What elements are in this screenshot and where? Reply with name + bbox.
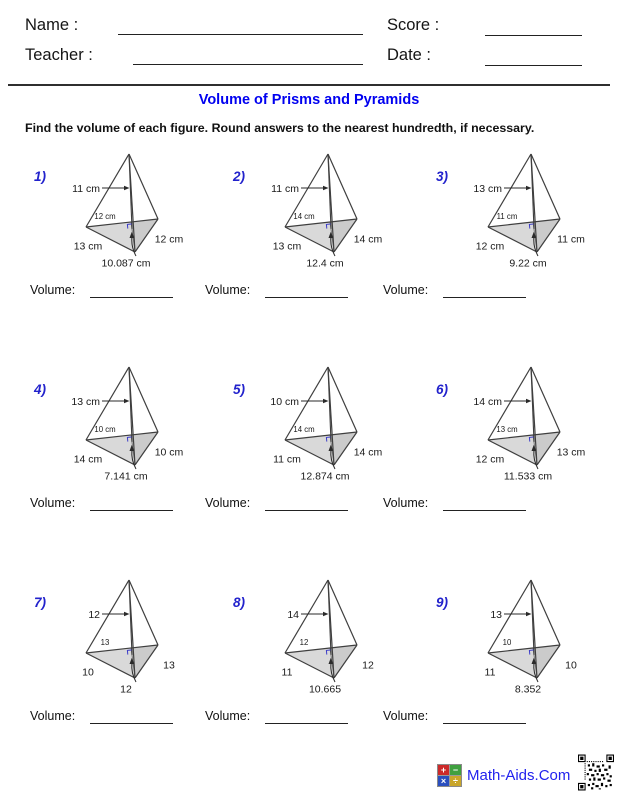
base-height-dimension-label: 12 [120, 683, 132, 696]
volume-answer-row [383, 283, 563, 301]
height-dimension-label: 13 cm [473, 183, 502, 195]
triangular-pyramid-figure [452, 363, 602, 483]
base-left-edge-label: 12 cm [475, 453, 505, 466]
base-left-edge-label: 13 cm [73, 240, 103, 253]
qr-code [578, 754, 614, 791]
height-arrow [102, 186, 130, 191]
volume-label: Volume: [205, 709, 251, 723]
problem-figure-block [34, 150, 200, 270]
base-right-edge-label: 13 [163, 659, 175, 672]
score-label: Score : [387, 16, 440, 34]
base-back-edge-label: 12 [299, 638, 309, 647]
problem-figure-block [436, 150, 602, 270]
problem-figure-block [34, 576, 200, 696]
divide-icon: ÷ [450, 776, 461, 786]
problem-figure-block [233, 576, 399, 696]
volume-label: Volume: [205, 283, 251, 297]
score-blank-line[interactable] [485, 20, 582, 36]
base-height-dimension-label: 8.352 [514, 683, 542, 696]
problem-figure-block [233, 150, 399, 270]
volume-blank-line[interactable] [265, 285, 348, 298]
height-dimension-label: 13 [490, 609, 502, 621]
base-right-edge-label: 10 [565, 659, 577, 672]
volume-label: Volume: [30, 709, 76, 723]
volume-blank-line[interactable] [265, 711, 348, 724]
volume-answer-row [383, 709, 563, 727]
height-arrow [504, 612, 532, 617]
base-height-dimension-label: 10.087 cm [101, 257, 151, 270]
problem-number: 7) [34, 595, 47, 610]
problem-number: 9) [436, 595, 449, 610]
height-dimension-label: 11 cm [271, 183, 299, 195]
base-left-edge-label: 10 [82, 666, 94, 679]
base-back-edge-label: 13 [100, 638, 110, 647]
height-dimension-label: 14 cm [473, 396, 502, 408]
base-right-edge-label: 12 [362, 659, 374, 672]
base-left-edge-label: 14 cm [73, 453, 103, 466]
height-dimension-label: 12 [88, 609, 100, 621]
triangular-pyramid-figure [452, 150, 602, 270]
base-right-edge-label: 13 cm [556, 446, 586, 459]
triangular-pyramid-figure [249, 150, 399, 270]
problem-figure-block [436, 576, 602, 696]
problem-number: 2) [233, 169, 246, 184]
height-arrow [301, 186, 329, 191]
base-left-edge-label: 11 cm [273, 453, 301, 466]
height-arrow [301, 399, 329, 404]
height-arrow [102, 399, 130, 404]
name-label: Name : [25, 16, 79, 34]
triangular-pyramid-figure [249, 576, 399, 696]
volume-answer-row [205, 496, 385, 514]
volume-blank-line[interactable] [90, 285, 173, 298]
base-back-edge-label: 12 cm [94, 212, 116, 221]
height-dimension-label: 14 [287, 609, 299, 621]
volume-blank-line[interactable] [265, 498, 348, 511]
height-arrow [504, 186, 532, 191]
base-height-dimension-label: 12.874 cm [300, 470, 350, 483]
height-dimension-label: 13 cm [71, 396, 100, 408]
problem-figure-block [34, 363, 200, 483]
worksheet-title: Volume of Prisms and Pyramids [198, 92, 420, 108]
problem-number: 6) [436, 382, 449, 397]
base-back-edge-label: 10 [502, 638, 512, 647]
volume-blank-line[interactable] [443, 711, 526, 724]
base-height-dimension-label: 10.665 [308, 683, 342, 696]
base-back-edge-label: 14 cm [293, 425, 315, 434]
height-arrow [102, 612, 130, 617]
triangular-pyramid-figure [50, 363, 200, 483]
volume-label: Volume: [205, 496, 251, 510]
volume-label: Volume: [383, 283, 429, 297]
date-label: Date : [387, 46, 432, 64]
problem-number: 3) [436, 169, 449, 184]
base-height-dimension-label: 7.141 cm [104, 470, 148, 483]
height-dimension-label: 10 cm [270, 396, 299, 408]
volume-answer-row [383, 496, 563, 514]
base-left-edge-label: 12 cm [475, 240, 505, 253]
header-divider [8, 84, 610, 86]
volume-answer-row [30, 283, 210, 301]
triangular-pyramid-figure [50, 576, 200, 696]
triangular-pyramid-figure [452, 576, 602, 696]
problem-number: 8) [233, 595, 246, 610]
volume-answer-row [205, 283, 385, 301]
volume-blank-line[interactable] [443, 285, 526, 298]
volume-blank-line[interactable] [443, 498, 526, 511]
problem-number: 1) [34, 169, 47, 184]
volume-answer-row [30, 709, 210, 727]
problem-figure-block [436, 363, 602, 483]
teacher-blank-line[interactable] [133, 49, 363, 65]
volume-answer-row [205, 709, 385, 727]
height-arrow [301, 612, 329, 617]
height-dimension-label: 11 cm [72, 183, 100, 195]
base-right-edge-label: 12 cm [154, 233, 184, 246]
teacher-label: Teacher : [25, 46, 93, 64]
base-right-edge-label: 14 cm [353, 446, 383, 459]
instructions-text: Find the volume of each figure. Round answers to the nearest hundredth, if necessary. [25, 121, 535, 135]
date-blank-line[interactable] [485, 50, 582, 66]
volume-answer-row [30, 496, 210, 514]
height-arrow [504, 399, 532, 404]
base-left-edge-label: 11 [484, 666, 496, 679]
problem-figure-block [233, 363, 399, 483]
volume-label: Volume: [30, 283, 76, 297]
volume-label: Volume: [383, 496, 429, 510]
base-back-edge-label: 10 cm [94, 425, 116, 434]
plus-icon: + [438, 765, 449, 775]
volume-label: Volume: [30, 496, 76, 510]
volume-blank-line[interactable] [90, 711, 173, 724]
base-left-edge-label: 11 [281, 666, 293, 679]
base-back-edge-label: 14 cm [293, 212, 315, 221]
minus-icon: − [450, 765, 461, 775]
triangular-pyramid-figure [249, 363, 399, 483]
multiply-icon: × [438, 776, 449, 786]
math-aids-logo-icon [437, 764, 462, 787]
base-height-dimension-label: 9.22 cm [509, 257, 547, 270]
volume-blank-line[interactable] [90, 498, 173, 511]
problem-number: 5) [233, 382, 246, 397]
triangular-pyramid-figure [50, 150, 200, 270]
base-left-edge-label: 13 cm [272, 240, 302, 253]
base-right-edge-label: 14 cm [353, 233, 383, 246]
base-right-edge-label: 10 cm [154, 446, 184, 459]
volume-label: Volume: [383, 709, 429, 723]
brand-link: Math-Aids.Com [467, 767, 571, 784]
problem-number: 4) [34, 382, 47, 397]
base-back-edge-label: 13 cm [496, 425, 518, 434]
base-height-dimension-label: 12.4 cm [306, 257, 344, 270]
name-blank-line[interactable] [118, 19, 363, 35]
base-back-edge-label: 11 cm [496, 212, 518, 221]
base-height-dimension-label: 11.533 cm [503, 470, 553, 483]
base-right-edge-label: 11 cm [557, 233, 585, 246]
